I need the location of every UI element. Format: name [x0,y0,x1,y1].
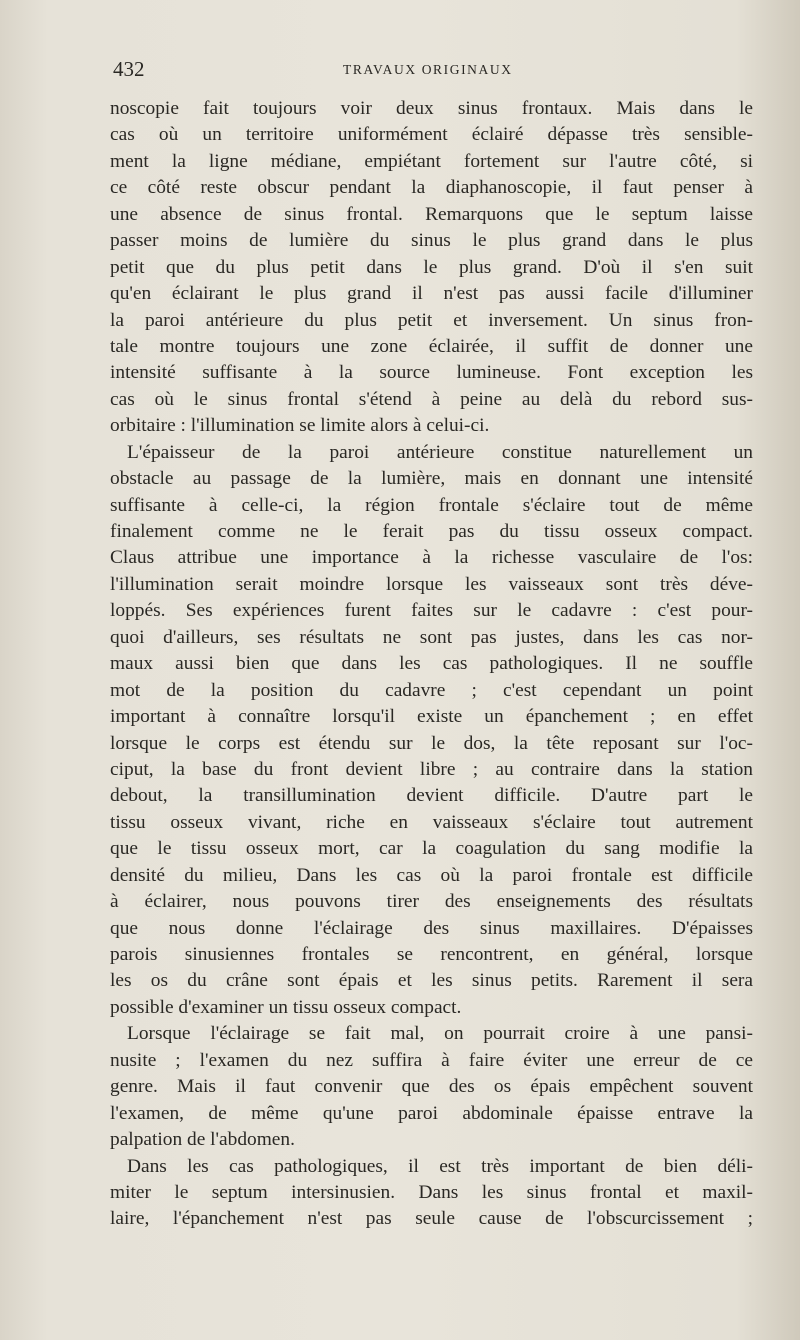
text-line: que nous donne l'éclairage des sinus maxillaires. D'épaisses [110,917,753,939]
text-line: petit que du plus petit dans le plus grand. D'où il s'en suit [110,256,753,278]
text-line: les os du crâne sont épais et les sinus petits. Rarement il sera [110,970,753,992]
text-line: passer moins de lumière du sinus le plus grand dans le plus [110,230,753,252]
text-line: tale montre toujours une zone éclairée, il suffit de donner une [110,335,753,357]
text-line: maux aussi bien que dans les cas pathologiques. Il ne souffle [110,653,753,675]
text-line: Lorsque l'éclairage se fait mal, on pourrait croire à une pansi- [127,1023,753,1045]
text-line: nusite ; l'examen du nez suffira à faire éviter une erreur de ce [110,1049,753,1071]
text-line: finalement comme ne le ferait pas du tissu osseux compact. [110,521,753,542]
text-line: parois sinusiennes frontales se rencontrent, en général, lorsque [110,944,753,965]
text-line: ment la ligne médiane, empiétant fortement sur l'autre côté, si [110,150,753,172]
text-line: laire, l'épanchement n'est pas seule cause de l'obscurcissement ; [110,1208,753,1230]
text-line: palpation de l'abdomen. [110,1129,295,1151]
body-text [110,96,753,1233]
text-line: densité du milieu, Dans les cas où la paroi frontale est difficile [110,864,753,886]
text-line: cas où un territoire uniformément éclairé dépasse très sensible- [110,124,753,146]
text-line: quoi d'ailleurs, ses résultats ne sont pas justes, dans les cas nor- [110,626,753,648]
text-line: à éclairer, nous pouvons tirer des enseignements des résultats [110,891,753,913]
running-head [113,57,753,87]
text-line: une absence de sinus frontal. Remarquons que le septum laisse [110,203,753,225]
text-line: genre. Mais il faut convenir que des os épais empêchent souvent [110,1076,753,1098]
running-title: TRAVAUX ORIGINAUX [343,62,513,77]
text-line: debout, la transillumination devient difficile. D'autre part le [110,785,753,807]
text-line: loppés. Ses expériences furent faites sur le cadavre : c'est pour- [110,600,753,622]
text-line: miter le septum intersinusien. Dans les sinus frontal et maxil- [110,1181,753,1203]
page-number: 432 [113,57,145,81]
text-line: cas où le sinus frontal s'étend à peine au delà du rebord sus- [110,388,753,410]
text-line: tissu osseux vivant, riche en vaisseaux s'éclaire tout autrement [110,811,753,833]
text-line: obstacle au passage de la lumière, mais en donnant une intensité [110,468,753,490]
text-line: ce côté reste obscur pendant la diaphanoscopie, il faut penser à [110,177,753,199]
text-line: que le tissu osseux mort, car la coagulation du sang modifie la [110,838,753,860]
text-line: Dans les cas pathologiques, il est très important de bien déli- [127,1155,753,1177]
text-line: lorsque le corps est étendu sur le dos, la tête reposant sur l'oc- [110,732,753,754]
text-line: mot de la position du cadavre ; c'est cependant un point [110,679,753,701]
text-line: intensité suffisante à la source lumineuse. Font exception les [110,362,753,384]
text-line: possible d'examiner un tissu osseux compact. [110,996,462,1018]
text-line: la paroi antérieure du plus petit et inversement. Un sinus fron- [110,309,753,331]
text-line: noscopie fait toujours voir deux sinus frontaux. Mais dans le [110,98,753,119]
text-line: L'épaisseur de la paroi antérieure constitue naturellement un [127,441,753,463]
text-line: ciput, la base du front devient libre ; au contraire dans la station [110,758,753,780]
text-line: l'illumination serait moindre lorsque les vaisseaux sont très déve- [110,573,753,595]
text-line: orbitaire : l'illumination se limite alors à celui-ci. [110,415,490,437]
text-line: suffisante à celle-ci, la région frontale s'éclaire tout de même [110,494,753,516]
text-line: l'examen, de même qu'une paroi abdominale épaisse entrave la [110,1102,753,1124]
text-line: important à connaître lorsqu'il existe un épanchement ; en effet [110,706,753,728]
text-line: qu'en éclairant le plus grand il n'est pas aussi facile d'illuminer [110,283,753,305]
text-line: Claus attribue une importance à la richesse vasculaire de l'os: [110,547,753,569]
